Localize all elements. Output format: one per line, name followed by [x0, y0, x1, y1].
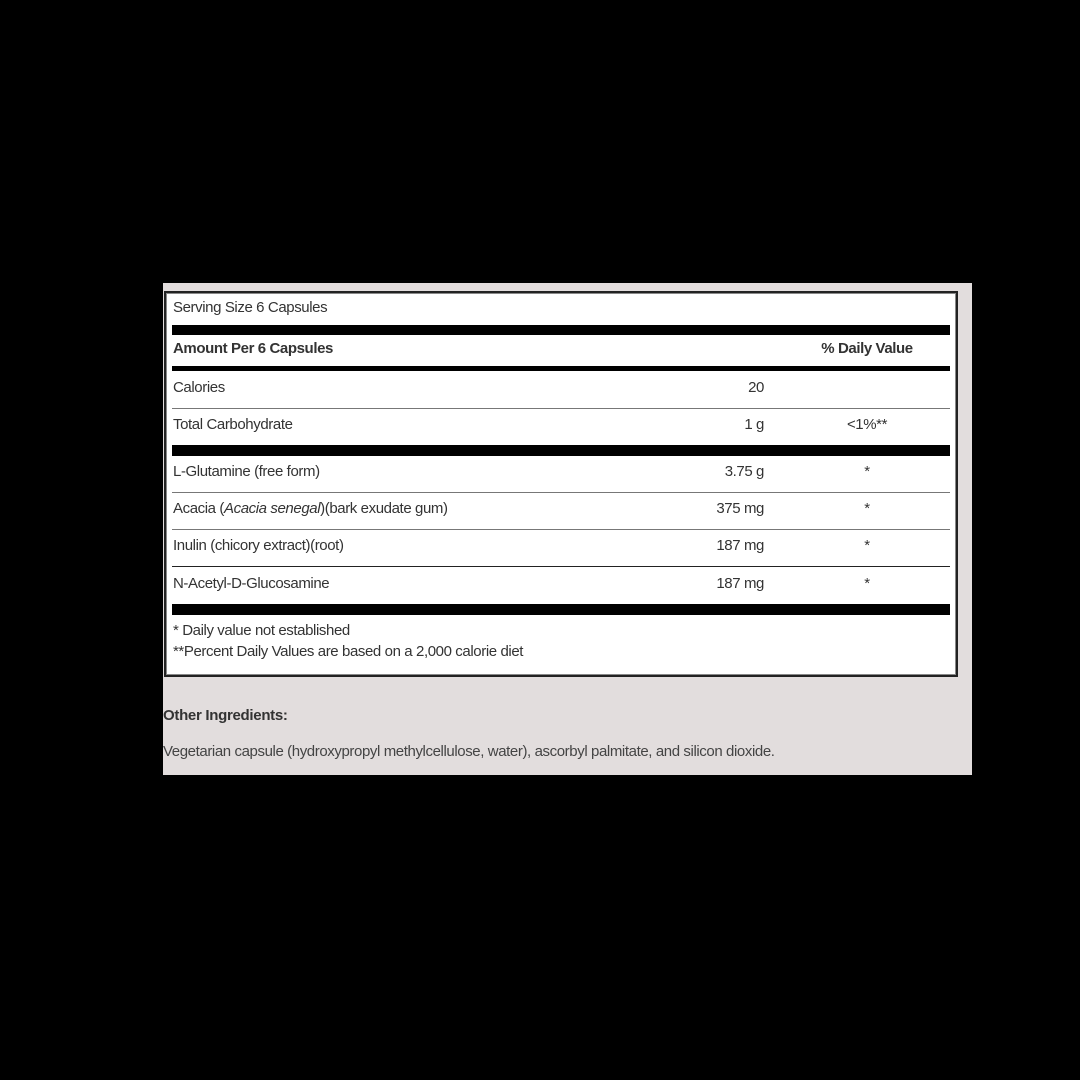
row-divider: [172, 408, 950, 409]
other-ingredients-text: Vegetarian capsule (hydroxypropyl methylcellulose, water), ascorbyl palmitate, and silicon dioxide.: [163, 743, 775, 760]
footnote-daily-value: * Daily value not established: [173, 622, 350, 639]
row-divider: [172, 566, 950, 567]
daily-value-header: % Daily Value: [821, 340, 913, 357]
medium-divider: [172, 366, 950, 371]
supplement-facts-table: Serving Size 6 Capsules Amount Per 6 Capsules % Daily Value Calories 20 Total Carbohydrate 1 g <1%** L-Glutamine (free form) 3.75 g * Acacia (Acacia senegal)(bark exudate gum) 375 mg * Inulin (chicory extract)(root) 187 mg * N-Acetyl-D-Glucosamine 187 mg * * Daily value not established **Percent Daily Values are based on a 2,000 calorie diet: [164, 291, 958, 677]
thick-divider: [172, 445, 950, 456]
product-info-panel: [163, 283, 972, 775]
thick-divider: [172, 325, 950, 335]
row-divider: [172, 529, 950, 530]
footnote-percent-daily: **Percent Daily Values are based on a 2,000 calorie diet: [173, 643, 524, 660]
other-ingredients-title: Other Ingredients:: [163, 707, 288, 724]
amount-per-serving-label: Amount Per 6 Capsules: [173, 340, 333, 357]
thick-divider: [172, 604, 950, 615]
row-divider: [172, 492, 950, 493]
